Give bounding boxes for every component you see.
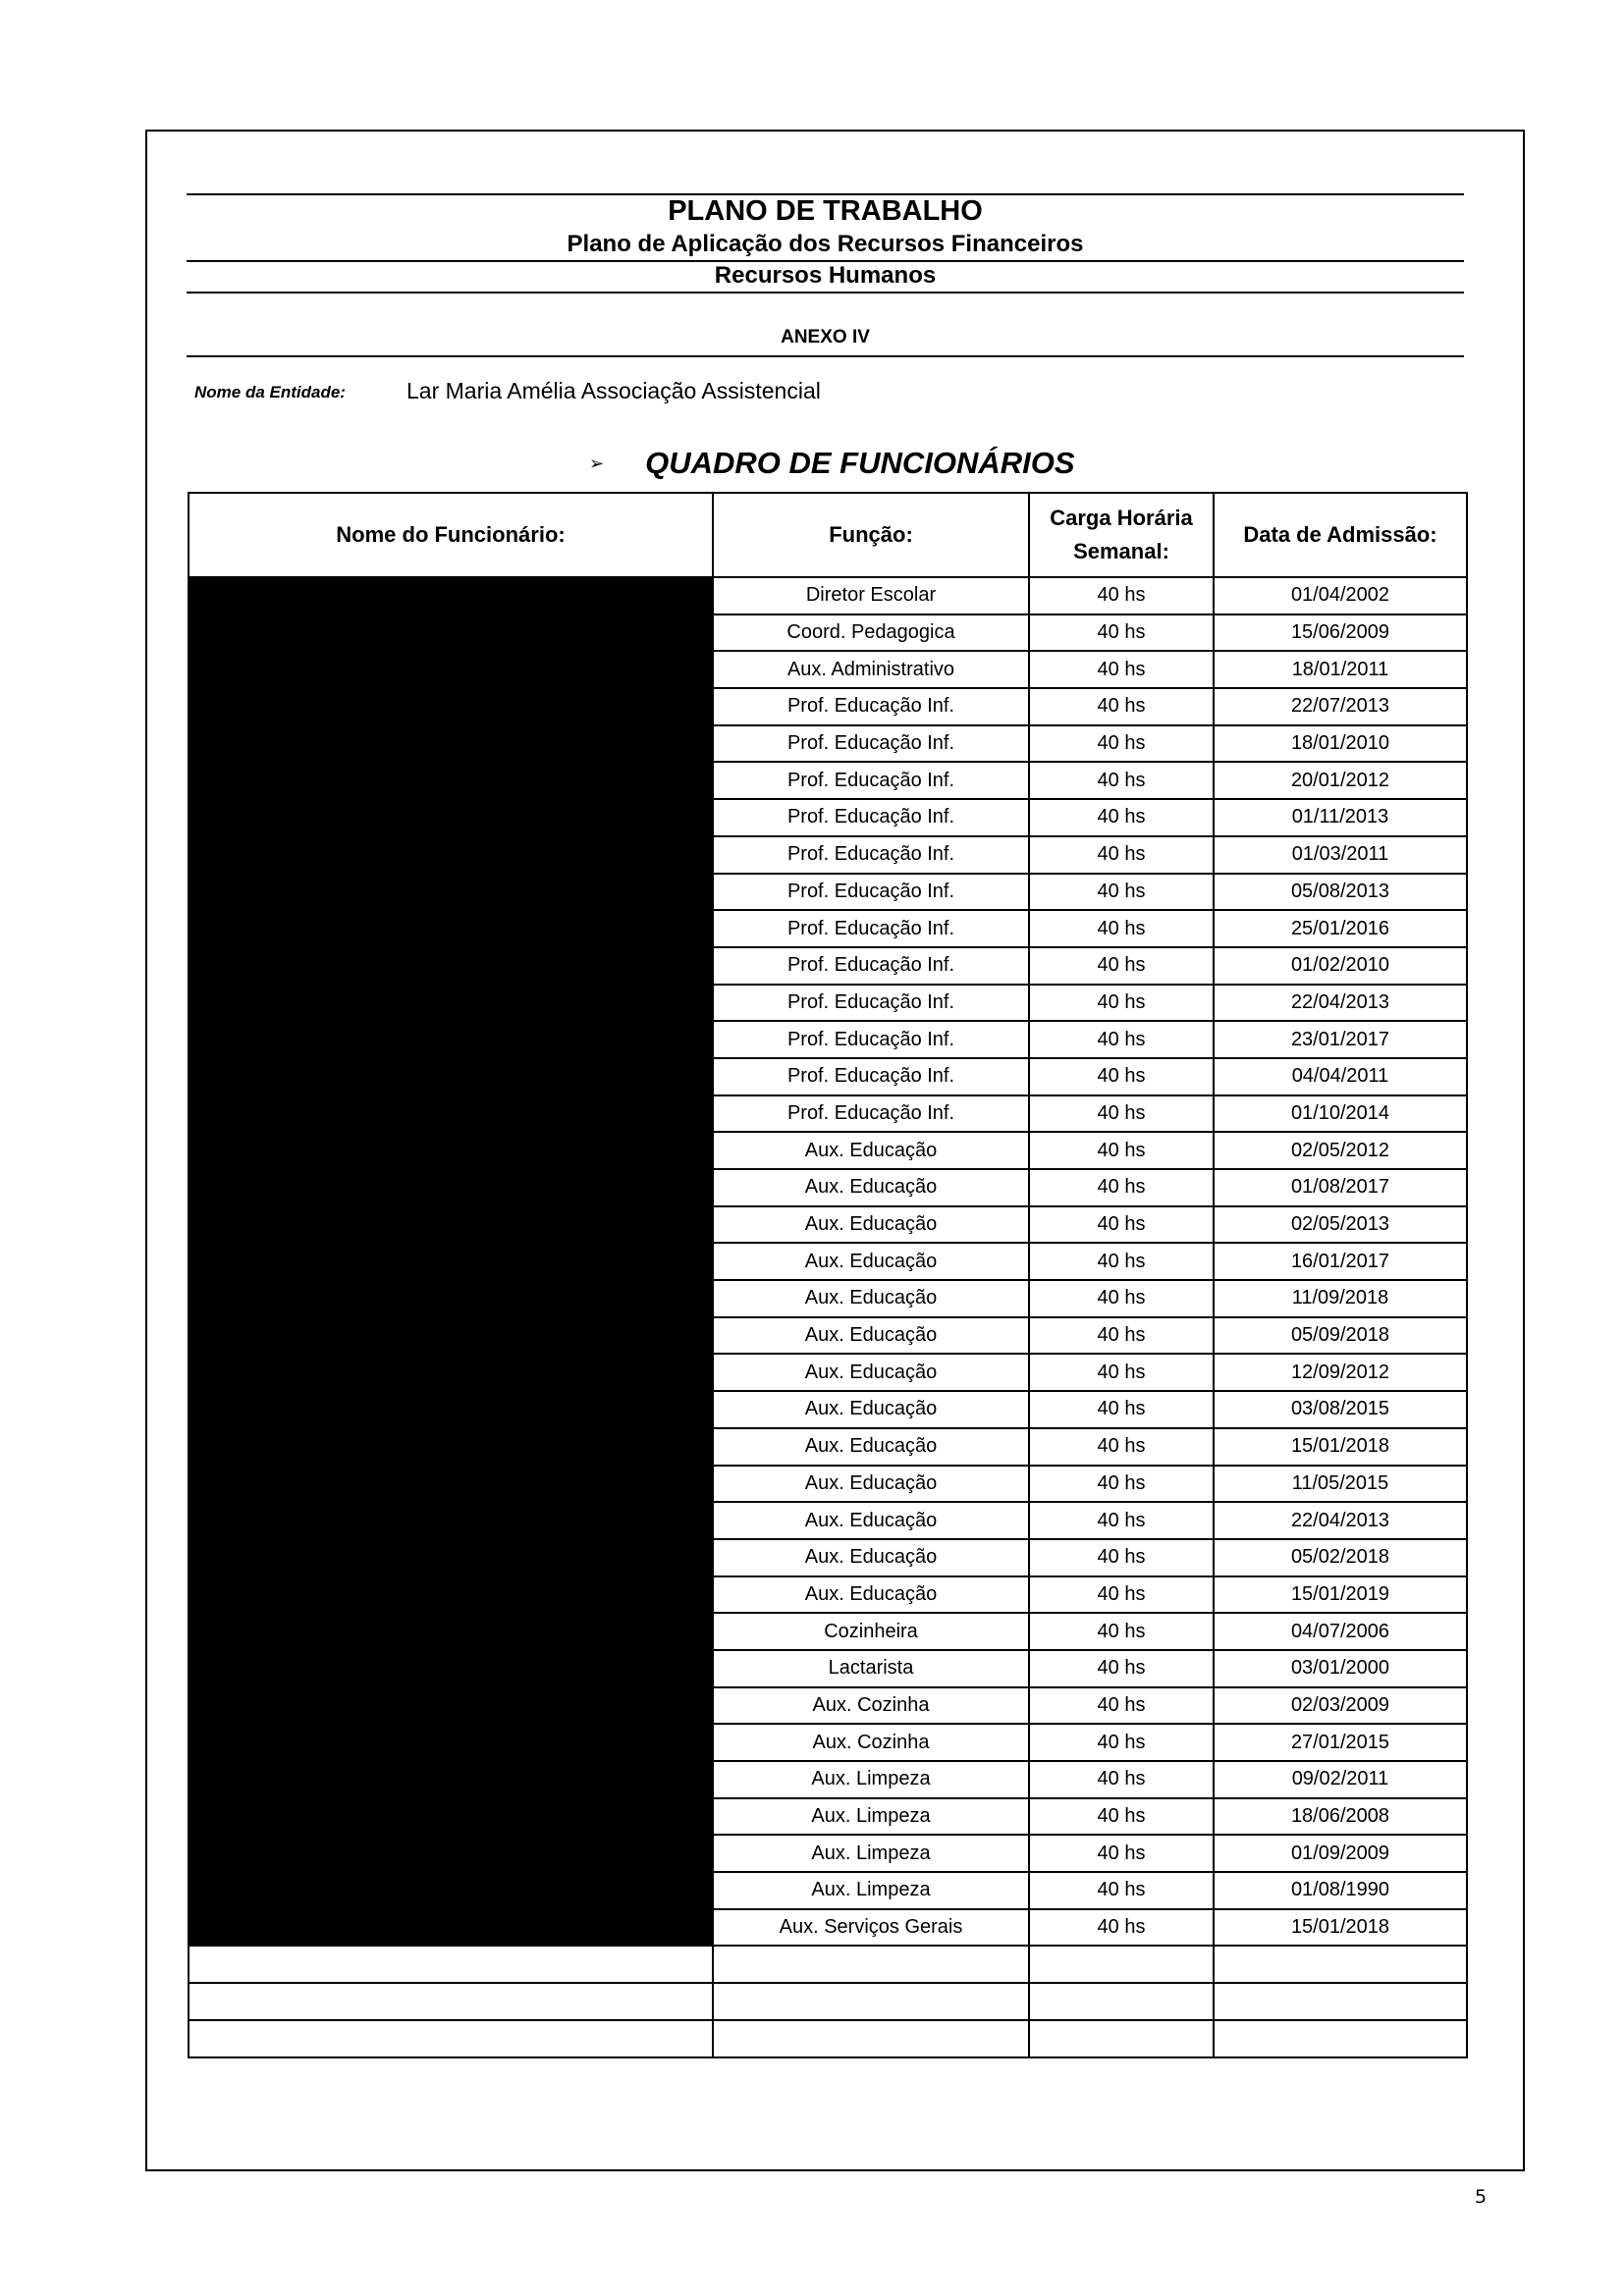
cell-funcao: Prof. Educação Inf. [713, 1021, 1029, 1058]
entity-name: Lar Maria Amélia Associação Assistencial [406, 378, 821, 403]
cell-funcao: Prof. Educação Inf. [713, 762, 1029, 799]
cell-data: 22/04/2013 [1214, 985, 1467, 1022]
cell-carga: 40 hs [1029, 799, 1214, 836]
cell-funcao: Aux. Limpeza [713, 1761, 1029, 1798]
empty-cell [1029, 2020, 1214, 2057]
column-header-carga: Carga Horária Semanal: [1029, 493, 1214, 577]
cell-funcao: Aux. Limpeza [713, 1835, 1029, 1872]
cell-funcao: Aux. Administrativo [713, 651, 1029, 688]
cell-carga: 40 hs [1029, 1466, 1214, 1503]
cell-data: 18/01/2011 [1214, 651, 1467, 688]
cell-funcao: Aux. Limpeza [713, 1872, 1029, 1909]
cell-carga: 40 hs [1029, 985, 1214, 1022]
cell-carga: 40 hs [1029, 1391, 1214, 1428]
cell-data: 04/04/2011 [1214, 1058, 1467, 1095]
cell-data: 23/01/2017 [1214, 1021, 1467, 1058]
cell-funcao: Aux. Educação [713, 1428, 1029, 1466]
empty-cell [713, 1946, 1029, 1983]
cell-data: 15/06/2009 [1214, 614, 1467, 652]
cell-carga: 40 hs [1029, 651, 1214, 688]
cell-data: 02/03/2009 [1214, 1687, 1467, 1725]
cell-data: 03/08/2015 [1214, 1391, 1467, 1428]
cell-carga: 40 hs [1029, 1724, 1214, 1761]
cell-carga: 40 hs [1029, 614, 1214, 652]
empty-cell [1214, 1983, 1467, 2020]
cell-funcao: Aux. Educação [713, 1280, 1029, 1317]
cell-funcao: Coord. Pedagogica [713, 614, 1029, 652]
cell-funcao: Prof. Educação Inf. [713, 947, 1029, 985]
rule-section [187, 292, 1464, 294]
empty-cell [189, 2020, 713, 2057]
cell-funcao: Prof. Educação Inf. [713, 836, 1029, 874]
empty-table-row [189, 1946, 1467, 1983]
cell-carga: 40 hs [1029, 1095, 1214, 1133]
cell-data: 02/05/2013 [1214, 1206, 1467, 1244]
cell-data: 22/04/2013 [1214, 1502, 1467, 1539]
staff-table [188, 492, 1468, 2058]
cell-funcao: Cozinheira [713, 1613, 1029, 1650]
quadro-title: QUADRO DE FUNCIONÁRIOS [645, 446, 1075, 480]
cell-data: 27/01/2015 [1214, 1724, 1467, 1761]
cell-funcao: Prof. Educação Inf. [713, 688, 1029, 725]
empty-cell [1214, 2020, 1467, 2057]
cell-funcao: Aux. Cozinha [713, 1724, 1029, 1761]
cell-carga: 40 hs [1029, 762, 1214, 799]
cell-data: 05/09/2018 [1214, 1317, 1467, 1355]
cell-funcao: Aux. Educação [713, 1317, 1029, 1355]
cell-carga: 40 hs [1029, 1539, 1214, 1576]
cell-carga: 40 hs [1029, 947, 1214, 985]
table-header-row [189, 493, 1467, 577]
cell-carga: 40 hs [1029, 1761, 1214, 1798]
empty-cell [189, 1946, 713, 1983]
cell-data: 01/08/2017 [1214, 1169, 1467, 1206]
cell-data: 22/07/2013 [1214, 688, 1467, 725]
empty-cell [713, 2020, 1029, 2057]
quadro-heading [589, 444, 1075, 483]
empty-cell [1214, 1946, 1467, 1983]
cell-data: 20/01/2012 [1214, 762, 1467, 799]
table-row [189, 577, 1467, 614]
cell-data: 15/01/2018 [1214, 1909, 1467, 1947]
cell-data: 09/02/2011 [1214, 1761, 1467, 1798]
cell-data: 18/06/2008 [1214, 1798, 1467, 1836]
cell-carga: 40 hs [1029, 836, 1214, 874]
cell-funcao: Prof. Educação Inf. [713, 1095, 1029, 1133]
cell-funcao: Aux. Educação [713, 1391, 1029, 1428]
empty-cell [1029, 1983, 1214, 2020]
cell-data: 01/11/2013 [1214, 799, 1467, 836]
cell-carga: 40 hs [1029, 1428, 1214, 1466]
section-title: Recursos Humanos [714, 262, 937, 289]
document-subtitle: Plano de Aplicação dos Recursos Financeiros [567, 231, 1084, 257]
cell-carga: 40 hs [1029, 1502, 1214, 1539]
column-header-funcao: Função: [713, 493, 1029, 577]
cell-data: 02/05/2012 [1214, 1132, 1467, 1169]
cell-data: 01/04/2002 [1214, 577, 1467, 614]
cell-carga: 40 hs [1029, 1650, 1214, 1687]
column-header-nome: Nome do Funcionário: [189, 493, 713, 577]
cell-funcao: Aux. Educação [713, 1576, 1029, 1614]
cell-funcao: Aux. Educação [713, 1502, 1029, 1539]
cell-carga: 40 hs [1029, 1909, 1214, 1947]
entity-label: Nome da Entidade: [194, 383, 346, 401]
cell-carga: 40 hs [1029, 725, 1214, 763]
cell-carga: 40 hs [1029, 1132, 1214, 1169]
cell-funcao: Aux. Cozinha [713, 1687, 1029, 1725]
cell-data: 01/02/2010 [1214, 947, 1467, 985]
cell-funcao: Lactarista [713, 1650, 1029, 1687]
empty-table-row [189, 1983, 1467, 2020]
cell-carga: 40 hs [1029, 1354, 1214, 1391]
cell-carga: 40 hs [1029, 1872, 1214, 1909]
cell-funcao: Prof. Educação Inf. [713, 874, 1029, 911]
cell-funcao: Aux. Educação [713, 1354, 1029, 1391]
empty-cell [189, 1983, 713, 2020]
cell-data: 11/05/2015 [1214, 1466, 1467, 1503]
cell-funcao: Diretor Escolar [713, 577, 1029, 614]
rule-annex [187, 355, 1464, 357]
cell-carga: 40 hs [1029, 1058, 1214, 1095]
cell-funcao: Aux. Educação [713, 1243, 1029, 1280]
cell-data: 05/08/2013 [1214, 874, 1467, 911]
cell-carga: 40 hs [1029, 874, 1214, 911]
empty-cell [713, 1983, 1029, 2020]
cell-carga: 40 hs [1029, 1169, 1214, 1206]
empty-cell [1029, 1946, 1214, 1983]
cell-funcao: Prof. Educação Inf. [713, 1058, 1029, 1095]
cell-funcao: Aux. Educação [713, 1539, 1029, 1576]
cell-funcao: Prof. Educação Inf. [713, 910, 1029, 947]
cell-carga: 40 hs [1029, 910, 1214, 947]
cell-carga: 40 hs [1029, 1613, 1214, 1650]
cell-data: 15/01/2018 [1214, 1428, 1467, 1466]
cell-carga: 40 hs [1029, 1243, 1214, 1280]
cell-funcao: Aux. Limpeza [713, 1798, 1029, 1836]
cell-carga: 40 hs [1029, 1317, 1214, 1355]
page-number: 5 [1475, 2186, 1488, 2208]
cell-data: 01/09/2009 [1214, 1835, 1467, 1872]
staff-table-body [189, 577, 1467, 2057]
cell-carga: 40 hs [1029, 577, 1214, 614]
cell-carga: 40 hs [1029, 1280, 1214, 1317]
cell-data: 18/01/2010 [1214, 725, 1467, 763]
cell-data: 15/01/2019 [1214, 1576, 1467, 1614]
cell-data: 12/09/2012 [1214, 1354, 1467, 1391]
cell-funcao: Prof. Educação Inf. [713, 985, 1029, 1022]
cell-funcao: Aux. Educação [713, 1206, 1029, 1244]
cell-carga: 40 hs [1029, 1835, 1214, 1872]
column-header-data: Data de Admissão: [1214, 493, 1467, 577]
cell-data: 05/02/2018 [1214, 1539, 1467, 1576]
cell-carga: 40 hs [1029, 688, 1214, 725]
cell-carga: 40 hs [1029, 1021, 1214, 1058]
cell-data: 16/01/2017 [1214, 1243, 1467, 1280]
annex-label: ANEXO IV [781, 327, 870, 347]
cell-data: 04/07/2006 [1214, 1613, 1467, 1650]
cell-funcao: Aux. Educação [713, 1466, 1029, 1503]
cell-carga: 40 hs [1029, 1687, 1214, 1725]
empty-table-row [189, 2020, 1467, 2057]
cell-carga: 40 hs [1029, 1206, 1214, 1244]
cell-data: 03/01/2000 [1214, 1650, 1467, 1687]
cell-funcao: Aux. Educação [713, 1169, 1029, 1206]
redacted-names-cell [189, 577, 713, 1946]
cell-data: 01/03/2011 [1214, 836, 1467, 874]
cell-data: 01/08/1990 [1214, 1872, 1467, 1909]
cell-carga: 40 hs [1029, 1798, 1214, 1836]
cell-funcao: Prof. Educação Inf. [713, 725, 1029, 763]
cell-data: 11/09/2018 [1214, 1280, 1467, 1317]
cell-carga: 40 hs [1029, 1576, 1214, 1614]
document-title: PLANO DE TRABALHO [668, 195, 983, 227]
arrow-bullet-icon: ➢ [589, 453, 605, 473]
cell-funcao: Aux. Serviços Gerais [713, 1909, 1029, 1947]
cell-funcao: Aux. Educação [713, 1132, 1029, 1169]
cell-data: 01/10/2014 [1214, 1095, 1467, 1133]
cell-funcao: Prof. Educação Inf. [713, 799, 1029, 836]
cell-data: 25/01/2016 [1214, 910, 1467, 947]
